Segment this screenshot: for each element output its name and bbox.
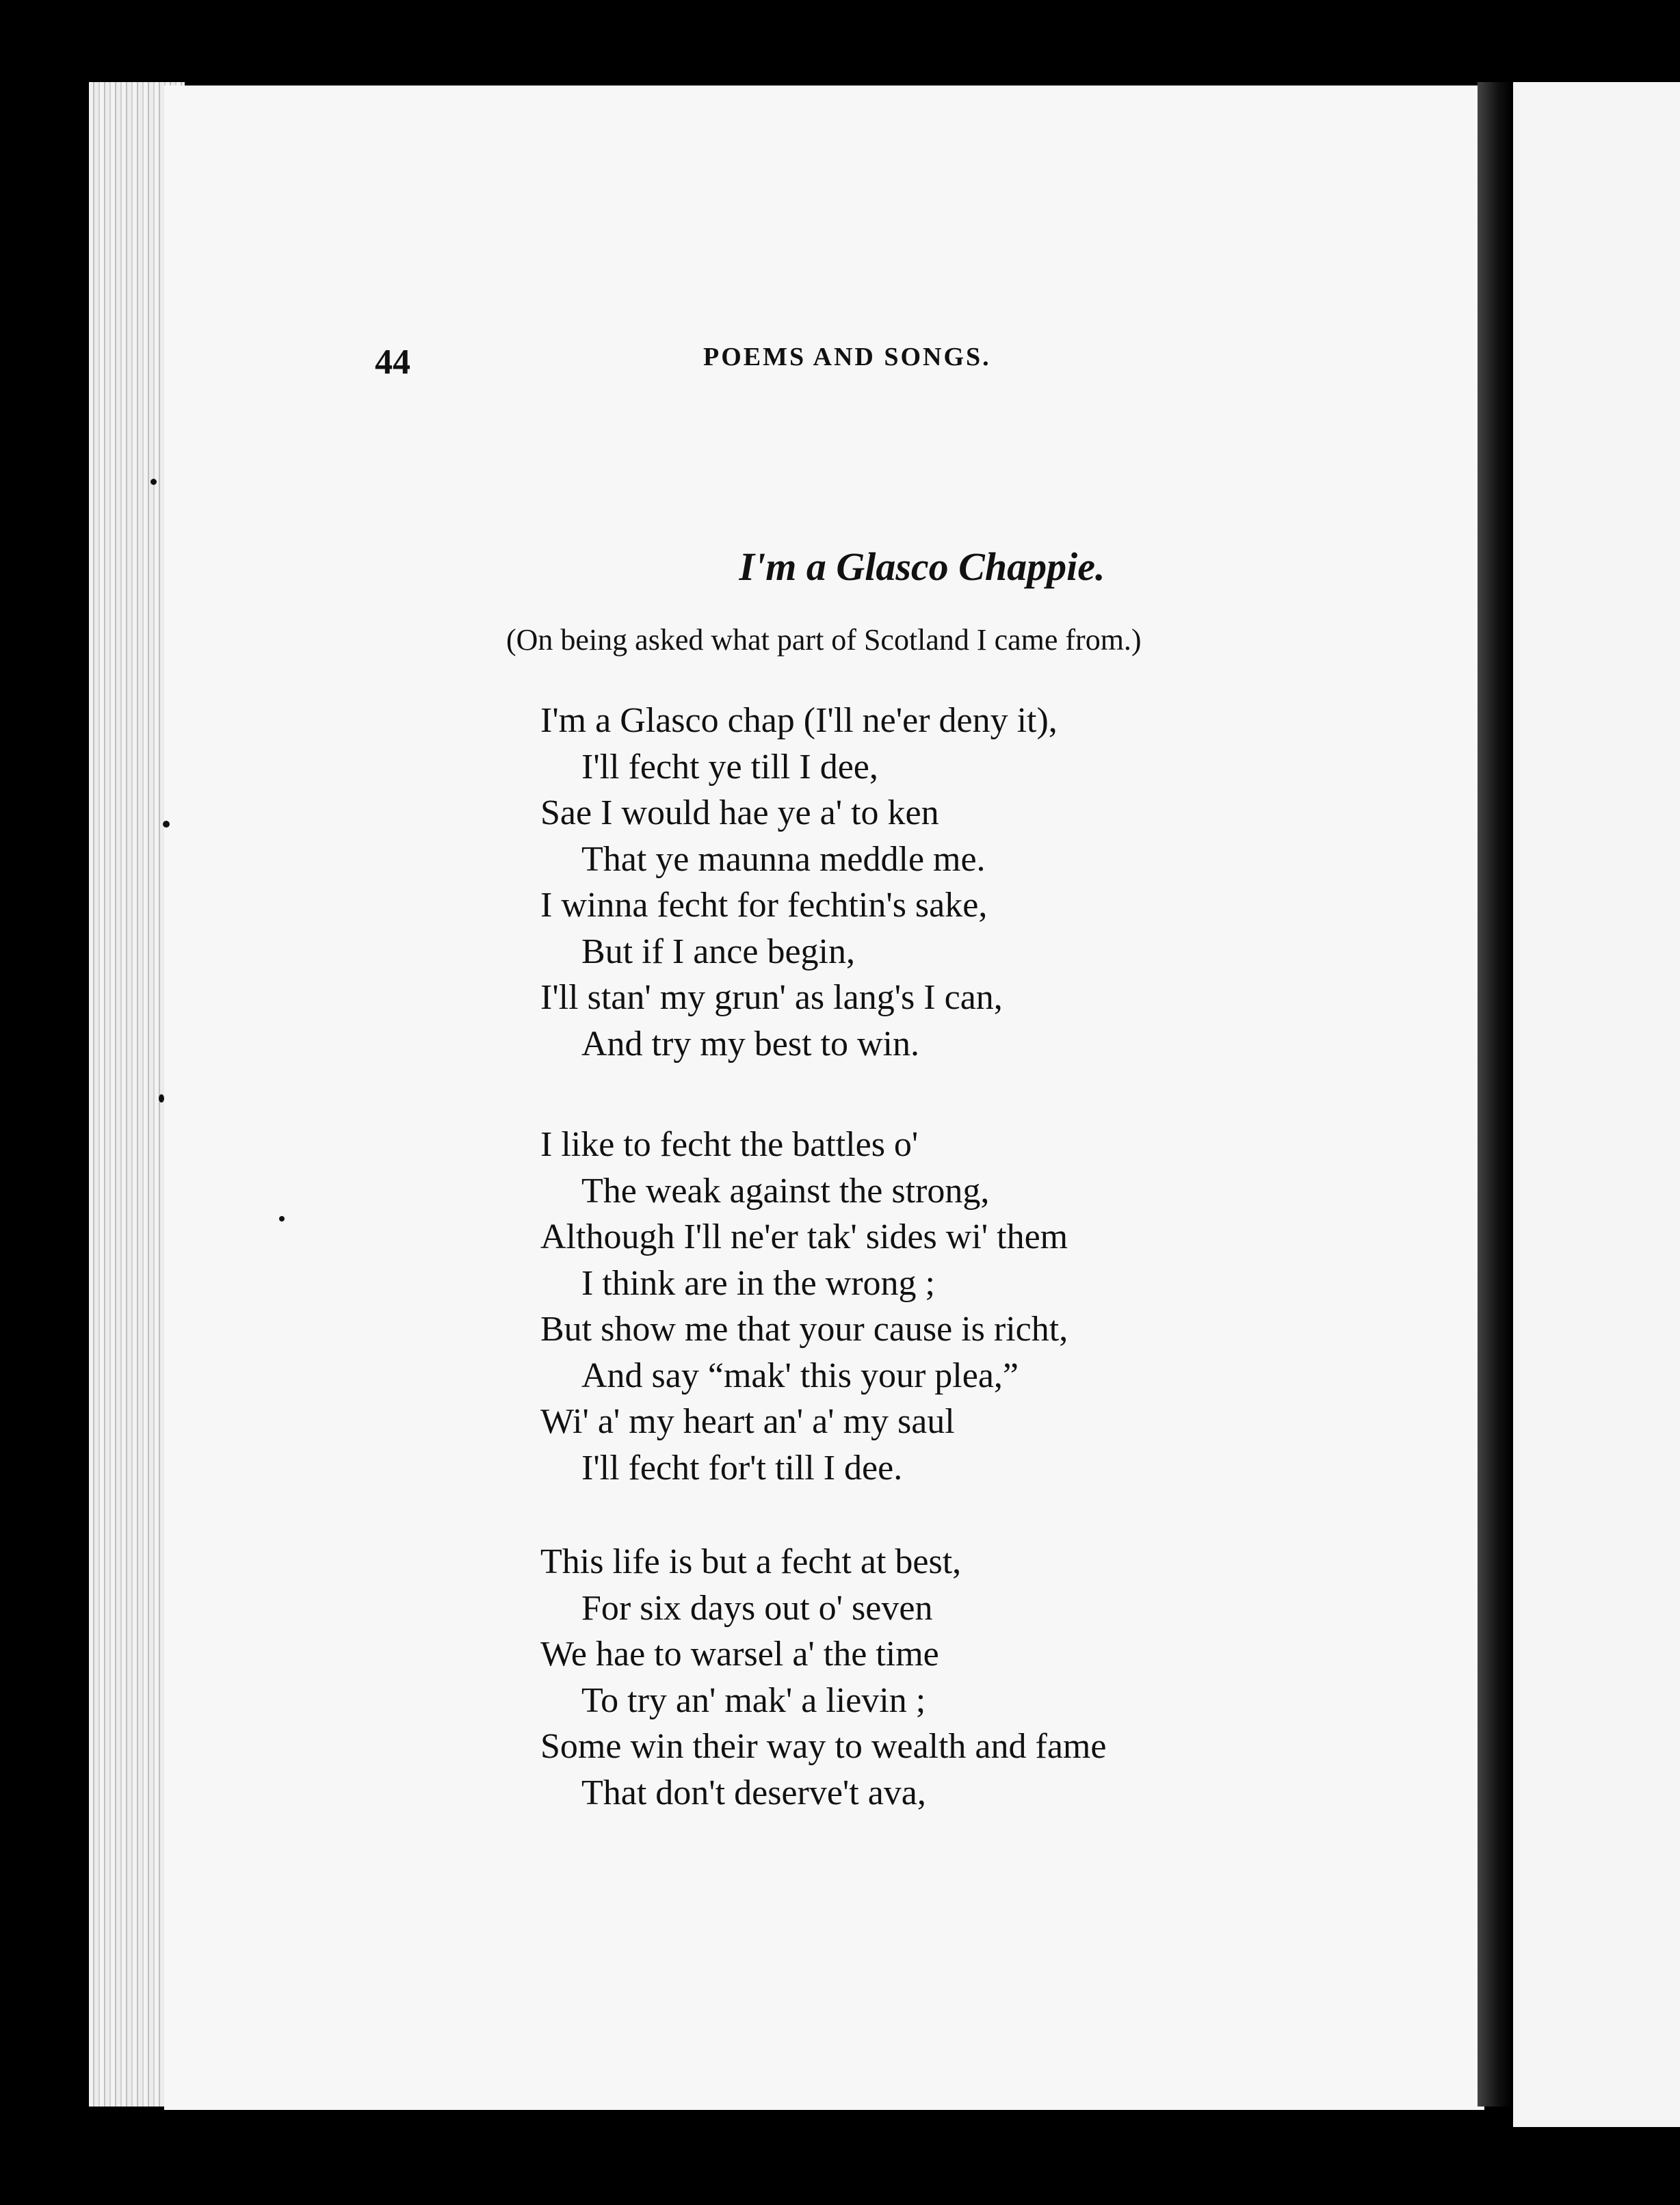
poem-line: This life is but a fecht at best, (540, 1542, 962, 1581)
poem-line: I winna fecht for fechtin's sake, (540, 886, 988, 925)
poem-line: I'm a Glasco chap (I'll ne'er deny it), (540, 701, 1058, 740)
poem-title: I'm a Glasco Chappie. (739, 544, 1105, 589)
stanza-1 (540, 698, 1058, 1067)
poem-line: I'll stan' my grun' as lang's I can, (540, 978, 1003, 1017)
poem-line: Some win their way to wealth and fame (540, 1727, 1107, 1766)
page-number: 44 (375, 343, 410, 382)
poem-line: And try my best to win. (581, 1024, 919, 1064)
gutter-shadow (1478, 82, 1512, 2107)
poem-line: That don't deserve't ava, (581, 1773, 926, 1812)
poem-line: But if I ance begin, (581, 932, 855, 971)
running-head: POEMS AND SONGS. (703, 343, 991, 371)
poem-line: I like to fecht the battles o' (540, 1125, 919, 1164)
poem-line: The weak against the strong, (581, 1171, 990, 1211)
poem-line: For six days out o' seven (581, 1588, 933, 1628)
poem-line: I'll fecht ye till I dee, (581, 747, 878, 787)
poem-line: Sae I would hae ye a' to ken (540, 793, 939, 832)
poem-line: I think are in the wrong ; (581, 1263, 935, 1303)
poem-line: That ye maunna meddle me. (581, 839, 986, 879)
poem-line: Wi' a' my heart an' a' my saul (540, 1402, 955, 1441)
poem-line: And say “mak' this your plea,” (581, 1356, 1019, 1395)
poem-line: Although I'll ne'er tak' sides wi' them (540, 1217, 1068, 1256)
poem-line: But show me that your cause is richt, (540, 1310, 1068, 1349)
facing-page (1513, 82, 1680, 2127)
stanza-2 (540, 1122, 1068, 1491)
poem-line: I'll fecht for't till I dee. (581, 1448, 903, 1488)
stanza-3 (540, 1539, 1106, 1816)
poem-line: We hae to warsel a' the time (540, 1635, 939, 1674)
poem-line: To try an' mak' a lievin ; (581, 1680, 926, 1720)
poem-subtitle: (On being asked what part of Scotland I came from.) (506, 623, 1142, 657)
